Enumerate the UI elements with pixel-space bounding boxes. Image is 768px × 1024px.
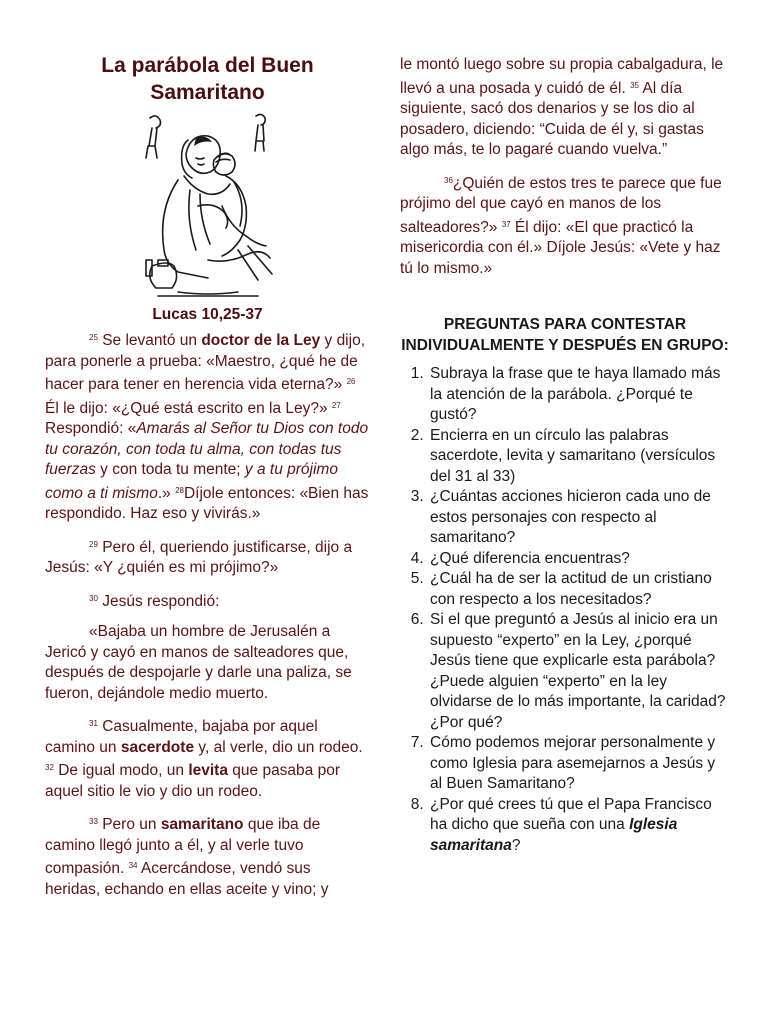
page-title: La parábola del Buen Samaritano [101,54,314,104]
verse-31-32: $^{31}$ Casualmente, bajaba por aquel camino un sacerdote y, al verle, dio un rodeo. $^{32}$ De igual modo, un levita que pasaba por aquel sitio le vio y dio un rodeo. [45,718,363,800]
question-3: 3. ¿Cuántas acciones hicieron cada uno de estos personajes con respecto al samaritano? [428,487,730,549]
highlight-samaritano: samaritano [160,816,244,833]
highlight-iglesia-samaritana: Iglesia samaritana [430,816,678,854]
right-column [400,55,730,856]
highlight-doctor-de-la-ley: doctor de la Ley [201,332,321,349]
question-5: 5. ¿Cuál ha de ser la actitud de un cristiano con respecto a los necesitados? [428,569,730,610]
highlight-sacerdote: sacerdote [120,738,195,756]
left-column [45,52,370,910]
question-4: 4. ¿Qué diferencia encuentras? [428,549,730,570]
verse-29: $^{29}$ Pero él, queriendo justificarse, dijo a Jesús: «Y ¿quién es mi prójimo?» [45,538,353,576]
verse-34-35: le montó luego sobre su propia cabalgadura, le llevó a una posada y cuidó de él. $^{35}$ Al día siguiente, sacó dos denarios y se los dio al posadero, diciendo: “Cuida de él y, si gastas algo más, te lo pagaré cuando vuelva.” [400,56,724,158]
question-1: 1. Subraya la frase que te haya llamado más la atención de la parábola. ¿Porqué te gustó? [428,364,730,426]
verse-30-parable: «Bajaba un hombre de Jerusalén a Jericó y cayó en manos de salteadores que, después de despojarle y darle una paliza, se fueron, dejándole medio muerto. [45,623,352,702]
question-2: 2. Encierra en un círculo las palabras sacerdote, levita y samaritano (versículos del 31 al 33) [428,426,730,488]
bible-reference: Lucas 10,25-37 [152,306,263,323]
good-samaritan-illustration [138,110,278,300]
highlight-levita: levita [188,762,228,779]
verse-30: $^{30}$ Jesús respondió: [89,592,220,610]
verse-25-28: $^{25}$ Se levantó un doctor de la Ley y dijo, para ponerle a prueba: «Maestro, ¿qué he de hacer para tener en herencia vida eterna?» $^{26}$ Él le dijo: «¿Qué está escrito en la Ley?» $^{27}$ Respondió: «Amarás al Señor tu Dios con todo tu corazón, con toda tu alma, con todas tus fuerzas y con toda tu mente; y a tu prójimo como a ti mismo.» $^{28}$Díjole entonces: «Bien has respondido. Haz eso y vivirás.» [45,332,369,522]
verse-33-34: $^{33}$ Pero un samaritano que iba de camino llegó junto a él, y al verle tuvo compasión. $^{34}$ Acercándose, vendó sus heridas, echando en ellas aceite y vino; y [45,816,329,898]
verse-36-37: $^{36}$¿Quién de estos tres te parece que fue prójimo del que cayó en manos de los salteadores?» $^{37}$ Él dijo: «El que practicó la misericordia con él.» Díjole Jesús: «Vete y haz tú lo mismo.» [400,174,722,277]
question-7: 7. Cómo podemos mejorar personalmente y como Iglesia para asemejarnos a Jesús y al Buen Samaritano? [428,733,730,795]
questions-title: PREGUNTAS PARA CONTESTAR INDIVIDUALMENTE Y DESPUÉS EN GRUPO: [401,316,729,354]
question-8: 8. ¿Por qué crees tú que el Papa Francisco ha dicho que sueña con una Iglesia samaritana? [428,795,730,857]
question-6: 6. Si el que preguntó a Jesús al inicio era un supuesto “experto” en la Ley, ¿porqué Jesús tiene que explicarle esta parábola? ¿Puede alguien “experto” en la ley olvidarse de lo más importante, la caridad? ¿Por qué? [428,610,730,733]
questions-list [400,364,730,856]
